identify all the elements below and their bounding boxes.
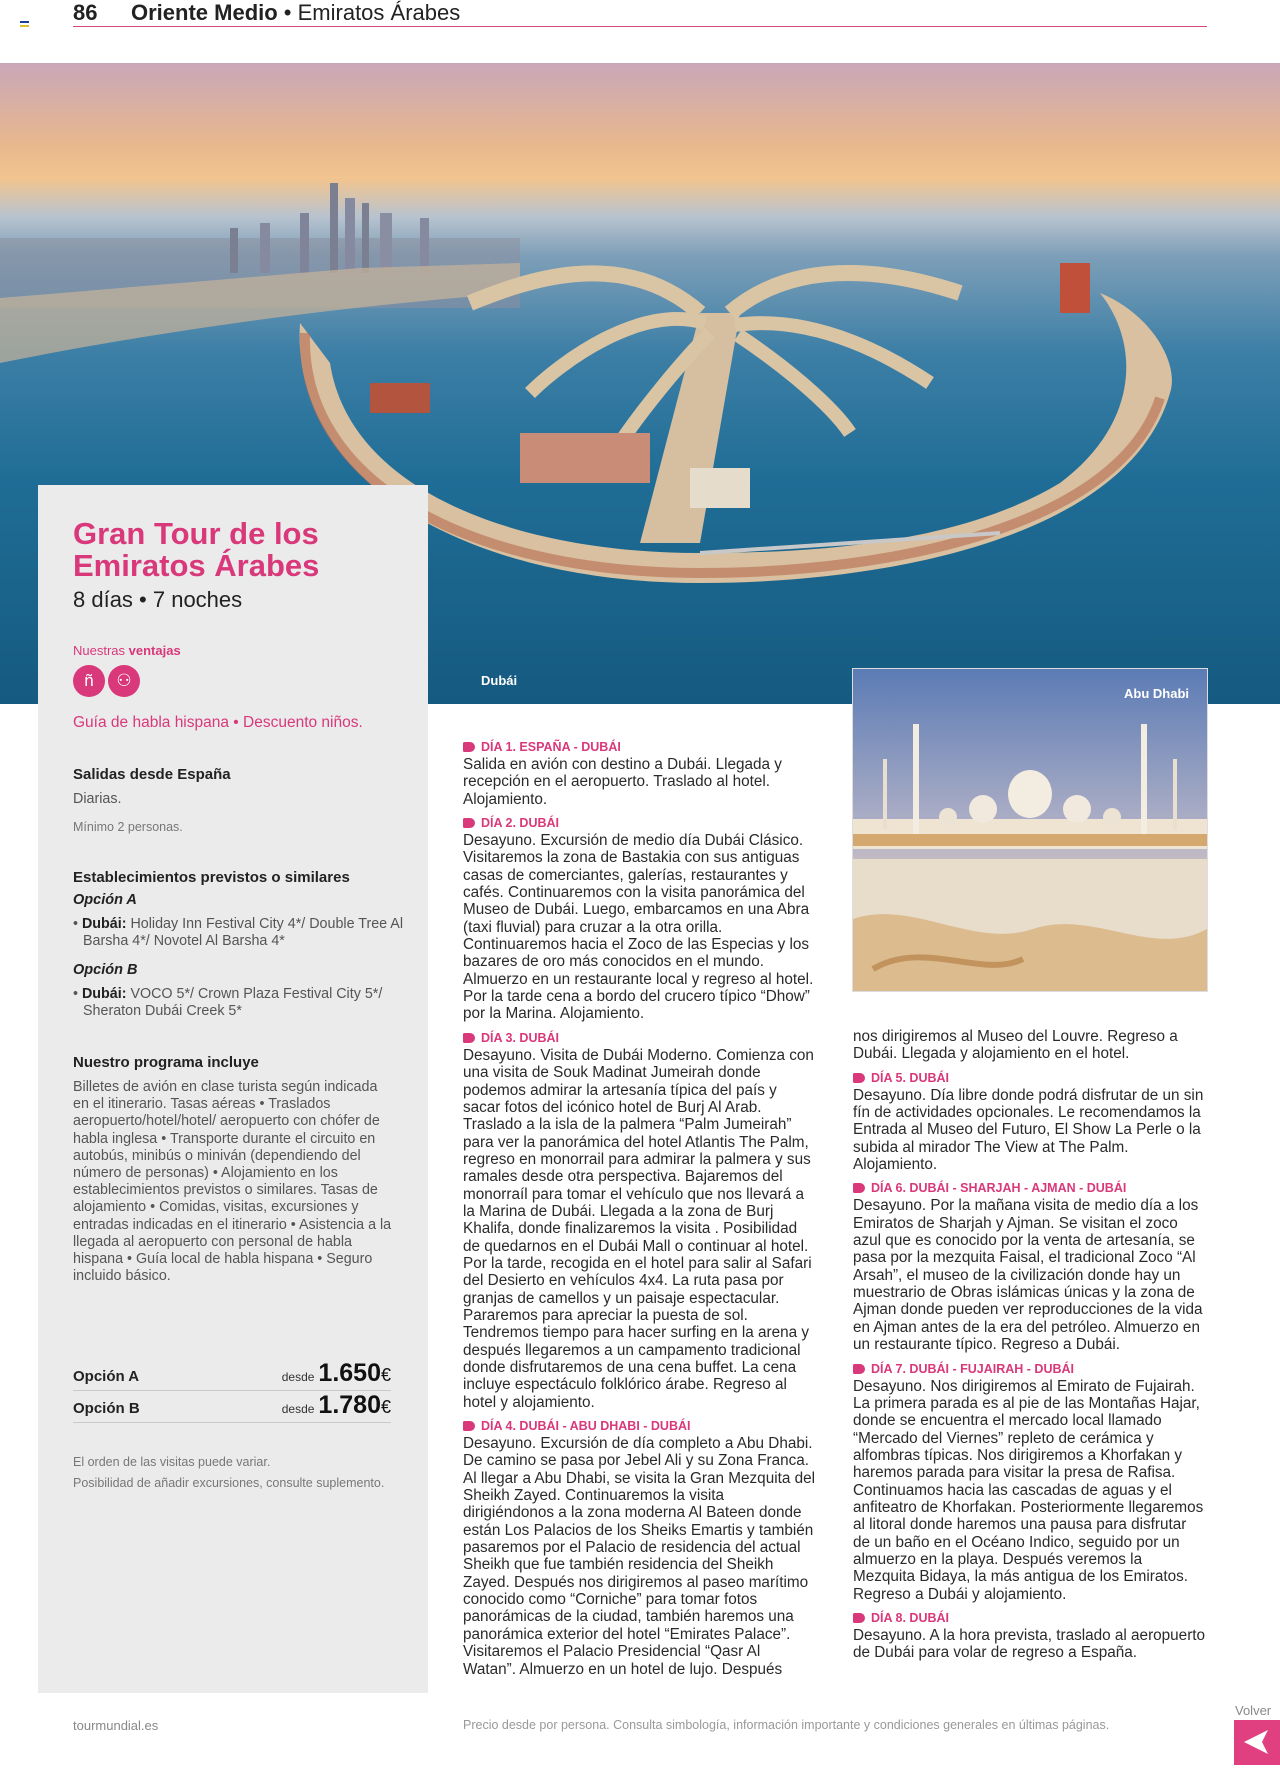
- section-title: Oriente Medio • Emiratos Árabes: [131, 0, 461, 25]
- day-heading: DÍA 1. ESPAÑA - DUBÁI: [463, 739, 816, 755]
- day-text: Desayuno. Día libre donde podrá disfrutar de un sin fín de actividades opcionales. Le recomendamos la Entrada al Museo del Futuro, El Show La Perle o la subida al mirador The View at The Palm. Alojamiento.: [853, 1086, 1204, 1174]
- note-extra: Posibilidad de añadir excursiones, consulte suplemento.: [73, 1476, 385, 1490]
- day-heading: DÍA 5. DUBÁI: [853, 1070, 1207, 1086]
- hotels-heading: Establecimientos previstos o similares: [73, 869, 350, 886]
- option-a-hotels: • Dubái: Holiday Inn Festival City 4*/ Double Tree Al Barsha 4*/ Novotel Al Barsha 4*: [73, 916, 404, 950]
- day-text: Desayuno. Excursión de día completo a Abu Dhabi. De camino se pasa por Jebel Ali y su Zona Franca. Al llegar a Abu Dhabi, se visita la Gran Mezquita del Sheikh Zayed. Continuaremos la visita dirigiéndonos a la zona moderna Al Bateen donde están Los Palacios de los Sheiks Emartis y también pasaremos por el Palacio de residencia del actual Sheikh que fue también residencia del Sheikh Zayed. Después nos dirigiremos al paseo marítimo conocido como “Corniche” para tomar fotos panorámicas de la ciudad, también haremos una panorámica exterior del hotel “Emirates Palace”. Visitaremos el Palacio Presidencial “Qasr Al Watan”. Almuerzo en un hotel de lujo. Después: [463, 1435, 816, 1678]
- tour-info-panel: [38, 485, 428, 1693]
- guide-icon: ñ: [73, 665, 105, 697]
- departures-frequency: Diarias.: [73, 791, 122, 807]
- itinerary-column-1: [463, 732, 816, 1678]
- advantages-icons: [73, 665, 393, 699]
- tour-duration: 8 días • 7 noches: [73, 587, 243, 612]
- back-button[interactable]: [1234, 1720, 1280, 1765]
- hero-caption: Dubái: [481, 673, 518, 688]
- day-text: Desayuno. Nos dirigiremos al Emirato de Fujairah. La primera parada es al pie de las Montañas Hajar, donde se encuentra el mercado local llamado “Mercado del Viernes” repleto de cerámica y alfombras típicas. Nos dirigiremos a Khorfakan y haremos parada para visitar la presa de Rafisa. Continuamos hacia las cascadas de aguas y el anfiteatro de Khorfakan. Posteriormente llegaremos al litoral donde haremos una pausa para disfrutar de un baño en el Océano Indico, seguido por un almuerzo en la playa. Después veremos la Mezquita Bidaya, la más antigua de los Emiratos. Regreso a Dubái y alojamiento.: [853, 1377, 1204, 1603]
- departures-minimum: Mínimo 2 personas.: [73, 820, 183, 834]
- day-heading: DÍA 3. DUBÁI: [463, 1030, 816, 1046]
- note-order: El orden de las visitas puede variar.: [73, 1455, 271, 1469]
- includes-text: Billetes de avión en clase turista según indicada en el itinerario. Tasas aéreas • Traslados aeropuerto/hotel/hotel/ aeropuerto con chófer de habla inglesa • Transporte durante el circuito en autobús, minibús o miniván (dependiendo del número de personas) • Alojamiento en los establecimientos previstos o similares. Tasas de alojamiento • Comidas, visitas, excursiones y entradas indicadas en el itinerario • Asistencia a la llegada al aeropuerto con personal de habla hispana • Guía local de habla hispana • Seguro incluido básico.: [73, 1079, 392, 1285]
- day-text: Desayuno. Visita de Dubái Moderno. Comienza con una visita de Souk Madinat Jumeirah donde podemos admirar la artesanía típica del país y sacar fotos del icónico hotel de Burj Al Arab. Traslado a la isla de la palmera “Palm Jumeirah” para ver la panorámica del hotel Atlantis The Palm, regreso en monorrail para admirar la palmera y sus ramales desde otra perspectiva. Bajaremos del monorraíl para tomar el vehículo que nos llevará a la Marina de Dubái. Llegada a la zona de Burj Khalifa, donde finalizaremos la visita . Posibilidad de quedarnos en el Dubái Mall o continuar al hotel. Por la tarde, recogida en el hotel para salir al Safari del Desierto en vehículos 4x4. La ruta pasa por granjas de camellos y un paisaje espectacular. Pararemos para apreciar la puesta de sol. Tendremos tiempo para hacer surfing en la arena y después llegaremos a un campamento tradicional donde disfrutaremos de una cena buffet. La cena incluye espectáculo folklórico árabe. Regreso al hotel y alojamiento.: [463, 1046, 814, 1411]
- day-heading: DÍA 8. DUBÁI: [853, 1610, 1207, 1626]
- departures-heading: Salidas desde España: [73, 766, 231, 783]
- tour-title: Gran Tour de los Emiratos Árabes: [73, 516, 320, 583]
- option-b-hotels: • Dubái: VOCO 5*/ Crown Plaza Festival City 5*/ Sheraton Dubái Creek 5*: [73, 986, 383, 1020]
- day-text-continuation: nos dirigiremos al Museo del Louvre. Regreso a Dubái. Llegada y alojamiento en el hotel.: [853, 1028, 1178, 1063]
- price-option-b: Opción B desde 1.780€: [73, 1391, 391, 1423]
- page-header: [73, 0, 1207, 27]
- flag-icon: [20, 21, 29, 28]
- footer-site[interactable]: tourmundial.es: [73, 1718, 159, 1733]
- day-text: Desayuno. Excursión de medio día Dubái Clásico. Visitaremos la zona de Bastakia con sus antiguas casas de comerciantes, galerías, restaurantes y cafés. Continuaremos con la visita panorámica del Museo de Dubái. Luego, embarcamos en una Abra (taxi fluvial) para cruzar a la otra orilla. Continuaremos hacia el Zoco de las Especias y los bazares de oro más conocidos en el mundo. Almuerzo en un restaurante local y regreso al hotel. Por la tarde cena a bordo del crucero típico “Dhow” por la Marina. Alojamiento.: [463, 832, 814, 1023]
- price-option-a: Opción A desde 1.650€: [73, 1359, 391, 1391]
- day-text: Desayuno. A la hora prevista, traslado al aeropuerto de Dubái para volar de regreso a España.: [853, 1626, 1206, 1662]
- back-label[interactable]: Volver: [1235, 1703, 1272, 1718]
- page-number: 86: [73, 0, 98, 25]
- day-text: Desayuno. Por la mañana visita de medio día a los Emiratos de Sharjah y Ajman. Se visitan el zoco azul que es conocido por la venta de artesanía, se pasa por la mezquita Faisal, el tradicional Zoco “Al Arsah”, el museo de la civilización donde hay un muestrario de Obras islámicas únicas y la zona de Ajman donde pueden ver reproducciones de la vida en Ajman antes de la era del petróleo. Almuerzo en un restaurante típico. Regreso a Dubái.: [853, 1197, 1203, 1354]
- day-heading: DÍA 2. DUBÁI: [463, 815, 816, 831]
- option-a-label: Opción A: [73, 892, 137, 908]
- children-icon: ⚇: [108, 665, 140, 697]
- abu-dhabi-photo: [852, 668, 1208, 992]
- advantages-text: Guía de habla hispana • Descuento niños.: [73, 714, 363, 731]
- back-arrow-icon: [1234, 1720, 1280, 1765]
- itinerary-column-2: [853, 1028, 1207, 1662]
- photo-caption: Abu Dhabi: [1124, 686, 1189, 701]
- day-heading: DÍA 4. DUBÁI - ABU DHABI - DUBÁI: [463, 1418, 816, 1434]
- day-heading: DÍA 6. DUBÁI - SHARJAH - AJMAN - DUBÁI: [853, 1180, 1207, 1196]
- advantages-label: Nuestras ventajas: [73, 643, 181, 658]
- option-b-label: Opción B: [73, 962, 138, 978]
- day-heading: DÍA 7. DUBÁI - FUJAIRAH - DUBÁI: [853, 1361, 1207, 1377]
- day-text: Salida en avión con destino a Dubái. Llegada y recepción en el aeropuerto. Traslado al hotel. Alojamiento.: [463, 756, 782, 808]
- footer-note: Precio desde por persona. Consulta simbología, información importante y condiciones generales en últimas páginas.: [463, 1718, 1110, 1732]
- includes-heading: Nuestro programa incluye: [73, 1054, 259, 1071]
